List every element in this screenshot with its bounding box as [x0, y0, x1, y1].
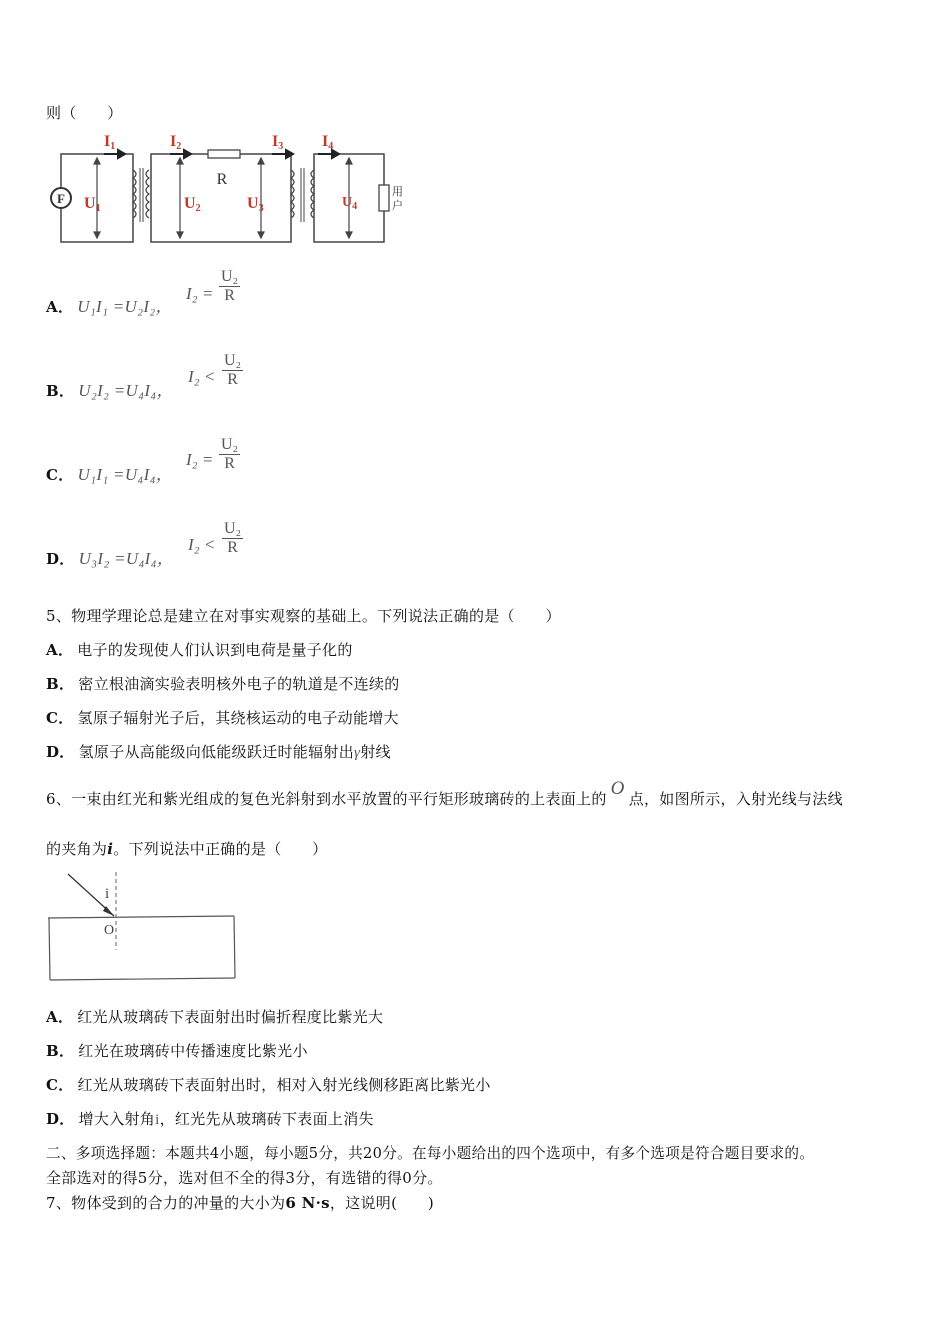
section2-line2: 全部选对的得5分，选对但不全的得3分，有选错的得0分。 [46, 1169, 443, 1187]
label-I1: I1 [104, 133, 116, 152]
label-U2: U2 [184, 195, 201, 214]
q4-option-a-rel: I₂ = [186, 284, 214, 303]
q6-stem-line1: 6、一束由红光和紫光组成的复色光斜射到水平放置的平行矩形玻璃砖的上表面上的 O 点，如图所示，入射光线与法线 [46, 778, 843, 808]
label-I4: I4 [322, 133, 334, 152]
q4-option-d-frac: $\frac{\text{U₂}}{R}$ [224, 520, 242, 556]
q6-option-c: C． 红光从玻璃砖下表面射出时，相对入射光线侧移距离比紫光小 [46, 1076, 491, 1094]
q4-option-a-frac: $\frac{\text{U₂}}{R}$ [221, 268, 239, 304]
q4-option-b-frac: $\frac{\text{U₂}}{R}$ [224, 352, 242, 388]
angle-label: i [105, 886, 110, 902]
q6-option-b: B． 红光在玻璃砖中传播速度比紫光小 [46, 1042, 308, 1060]
glass-left-edge [49, 918, 50, 980]
glass-top-edge [48, 916, 234, 918]
q4-option-c-frac: $\frac{\text{U₂}}{R}$ [221, 436, 239, 472]
coil-secondary-1 [146, 170, 149, 218]
intro-text: 则（ ） [46, 104, 123, 122]
label-U4: $U_4$ [342, 195, 358, 212]
glass-right-edge [234, 916, 235, 978]
q6-option-d: D． 增大入射角i，红光先从玻璃砖下表面上消失 [46, 1110, 374, 1128]
resistor [208, 150, 240, 158]
circuit-diagram [46, 130, 416, 250]
generator-label: F [57, 191, 65, 206]
glass-bottom-edge [50, 978, 235, 980]
q5-stem: 5、物理学理论总是建立在对事实观察的基础上。下列说法正确的是（ ） [46, 607, 561, 625]
label-U3: U3 [247, 195, 264, 214]
q4-option-c-rel: I₂ = [186, 450, 214, 469]
loop-2 [151, 154, 291, 242]
label-U1: U1 [84, 195, 101, 214]
point-label: O [104, 923, 115, 938]
q5-option-a: A． 电子的发现使人们认识到电荷是量子化的 [46, 641, 353, 659]
user-label-1: 用 [392, 185, 403, 198]
q7-stem: 7、物体受到的合力的冲量的大小为6 N·s，这说明( ) [46, 1194, 435, 1212]
q4-option-c: C． U₁I₁ =U₄I₄， [46, 465, 174, 484]
coil-primary-1 [133, 170, 136, 218]
q4-option-d: D． U₃I₂ =U₄I₄， [46, 549, 175, 568]
q6-option-a: A． 红光从玻璃砖下表面射出时偏折程度比紫光大 [46, 1008, 384, 1026]
q4-option-a: A． U₁I₁ =U₂I₂， [46, 297, 173, 316]
q6-stem-line2: 的夹角为i。下列说法中正确的是（ ） [46, 840, 328, 858]
q4-option-b: B． U₂I₂ =U₄I₄， [46, 381, 174, 400]
q5-option-b: B． 密立根油滴实验表明核外电子的轨道是不连续的 [46, 675, 400, 693]
coil-primary-2 [291, 170, 294, 218]
glass-block-figure [46, 868, 246, 986]
user-label-2: 户 [392, 199, 403, 212]
q5-option-d: D． 氢原子从高能级向低能级跃迁时能辐射出γ射线 [46, 743, 391, 761]
q4-option-b-rel: I₂ < [188, 367, 216, 386]
q4-option-d-rel: I₂ < [188, 535, 216, 554]
section2-line1: 二、多项选择题：本题共4小题，每小题5分，共20分。在每小题给出的四个选项中，有多个选项是符合题目要求的。 [46, 1145, 815, 1162]
q5-option-c: C． 氢原子辐射光子后，其绕核运动的电子动能增大 [46, 709, 399, 727]
label-I3: I3 [272, 133, 284, 152]
user-load [379, 185, 389, 211]
label-I2: I2 [170, 133, 182, 152]
resistor-label: R [216, 171, 228, 188]
